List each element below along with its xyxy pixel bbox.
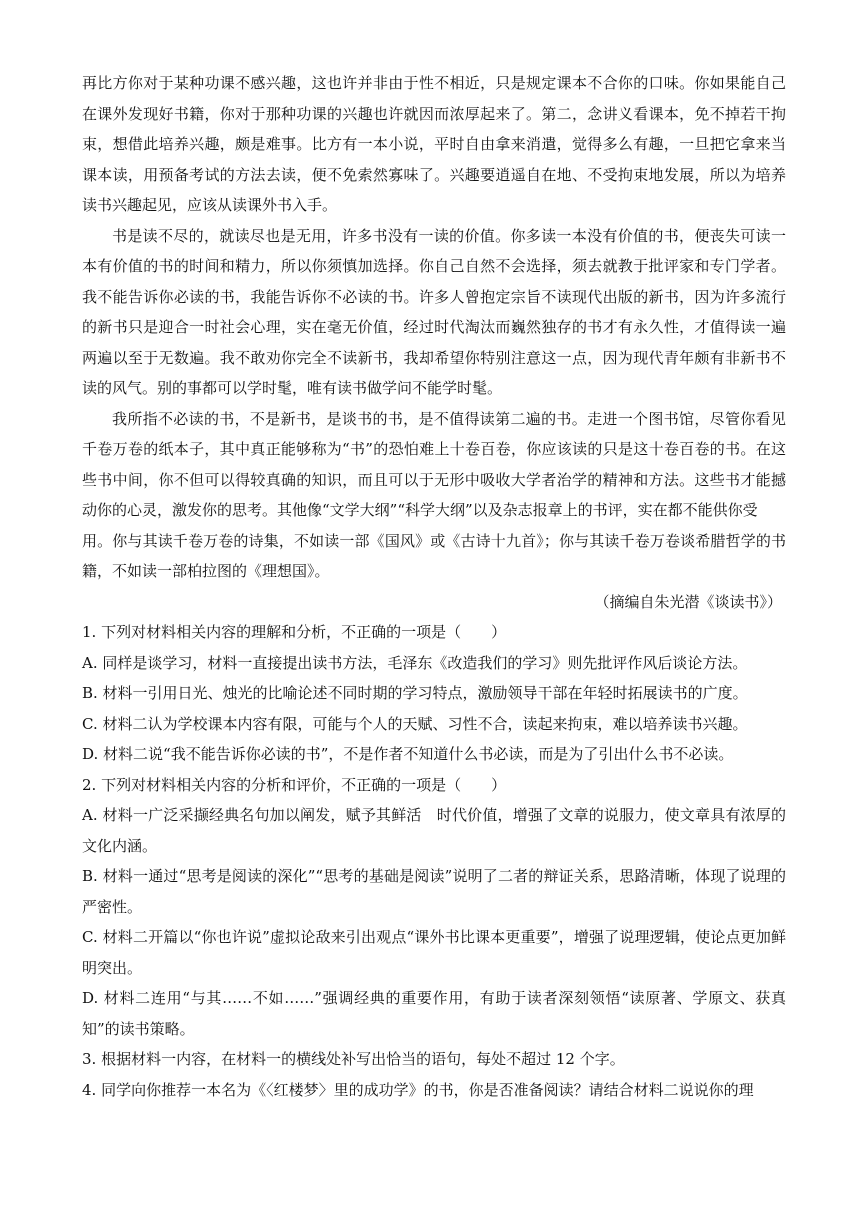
- question-3-stem: 3. 根据材料一内容，在材料一的横线处补写出恰当的语句，每处不超过 12 个字。: [82, 1050, 625, 1068]
- question-1: [82, 617, 786, 770]
- question-1-option-d: D. 材料二说“我不能告诉你必读的书”，不是作者不知道什么书必读，而是为了引出什么书不必读。: [82, 745, 734, 763]
- question-1-option-a: A. 同样是谈学习，材料一直接提出读书方法，毛泽东《改造我们的学习》则先批评作风后谈论方法。: [82, 653, 748, 672]
- passage-paragraph-1: 再比方你对于某种功课不感兴趣，这也许并非由于性不相近，只是规定课本不合你的口味。你如果能自己在课外发现好书籍，你对于那种功课的兴趣也许就因而浓厚起来了。第二，念讲义看课本，免不掉若干拘束，想借此培养兴趣，颇是难事。比方有一本小说，平时自由拿来消遣，觉得多么有趣，一旦把它拿来当课本读，用预备考试的方法去读，便不免索然寡味了。兴趣要逍遥自在地、不受拘束地发展，所以为培养读书兴趣起见，应该从读课外书入手。: [82, 74, 786, 214]
- passage-paragraph-3a: 我所指不必读的书，不是新书，是谈书的书，是不值得读第二遍的书。走进一个图书馆，尽管你看见千卷万卷的纸本子，其中真正能够称为“书”的恐怕难上十卷百卷，你应该读的只是这十卷百卷的书。在这些书中间，你不但可以得较真确的知识，而且可以于无形中吸收大学者治学的精神和方法。这些书才能撼动你的心灵，激发你的思考。其他像“文学大纲”“科学大纲”以及杂志报章上的书评，实在都不能供你受: [82, 409, 786, 519]
- question-1-option-b: B. 材料一引用日光、烛光的比喻论述不同时期的学习特点，激励领导干部在年轻时拓展读书的广度。: [82, 684, 748, 702]
- question-2: [82, 770, 786, 1045]
- question-2-stem: 2. 下列对材料相关内容的分析和评价，不正确的一项是（ ）: [82, 775, 507, 794]
- question-1-option-c: C. 材料二认为学校课本内容有限，可能与个人的天赋、习性不合，读起来拘束，难以培养读书兴趣。: [82, 714, 748, 733]
- question-4-stem: 4. 同学向你推荐一本名为《〈红楼梦〉里的成功学》的书，你是否准备阅读？请结合材料二说说你的理: [82, 1080, 754, 1099]
- question-2-option-c: C. 材料二开篇以“你也许说”虚拟论敌来引出观点“课外书比课本更重要”，增强了说理逻辑，使论点更加鲜明突出。: [82, 928, 786, 977]
- question-2-option-a: A. 材料一广泛采撷经典名句加以阐发，赋予其鲜活 时代价值，增强了文章的说服力，使文章具有浓厚的文化内涵。: [82, 806, 786, 855]
- question-1-stem: 1. 下列对材料相关内容的理解和分析，不正确的一项是（ ）: [82, 623, 507, 641]
- question-2-option-d: D. 材料二连用“与其……不如……”强调经典的重要作用，有助于读者深刻领悟“读原著、学原文、获真知”的读书策略。: [82, 989, 786, 1038]
- question-2-option-b: B. 材料一通过“思考是阅读的深化”“思考的基础是阅读”说明了二者的辩证关系，思路清晰，体现了说理的严密性。: [82, 867, 786, 916]
- passage-paragraph-2: 书是读不尽的，就读尽也是无用，许多书没有一读的价值。你多读一本没有价值的书，便丧失可读一本有价值的书的时间和精力，所以你须慎加选择。你自己自然不会选择，须去就教于批评家和专门学者。我不能告诉你必读的书，我能告诉你不必读的书。许多人曾抱定宗旨不读现代出版的新书，因为许多流行的新书只是迎合一时社会心理，实在毫无价值，经过时代淘汰而巍然独存的书才有永久性，才值得读一遍两遍以至于无数遍。我不敢劝你完全不读新书，我却希望你特别注意这一点，因为现代青年颇有非新书不读的风气。别的事都可以学时髦，唯有读书做学问不能学时髦。: [82, 226, 786, 397]
- passage-paragraph-3b: 用。你与其读千卷万卷的诗集，不如读一部《国风》或《古诗十九首》；你与其读千卷万卷谈希腊哲学的书籍，不如读一部柏拉图的《理想国》。: [82, 531, 786, 580]
- passage-source: （摘编自朱光潜《谈读书》）: [594, 592, 782, 611]
